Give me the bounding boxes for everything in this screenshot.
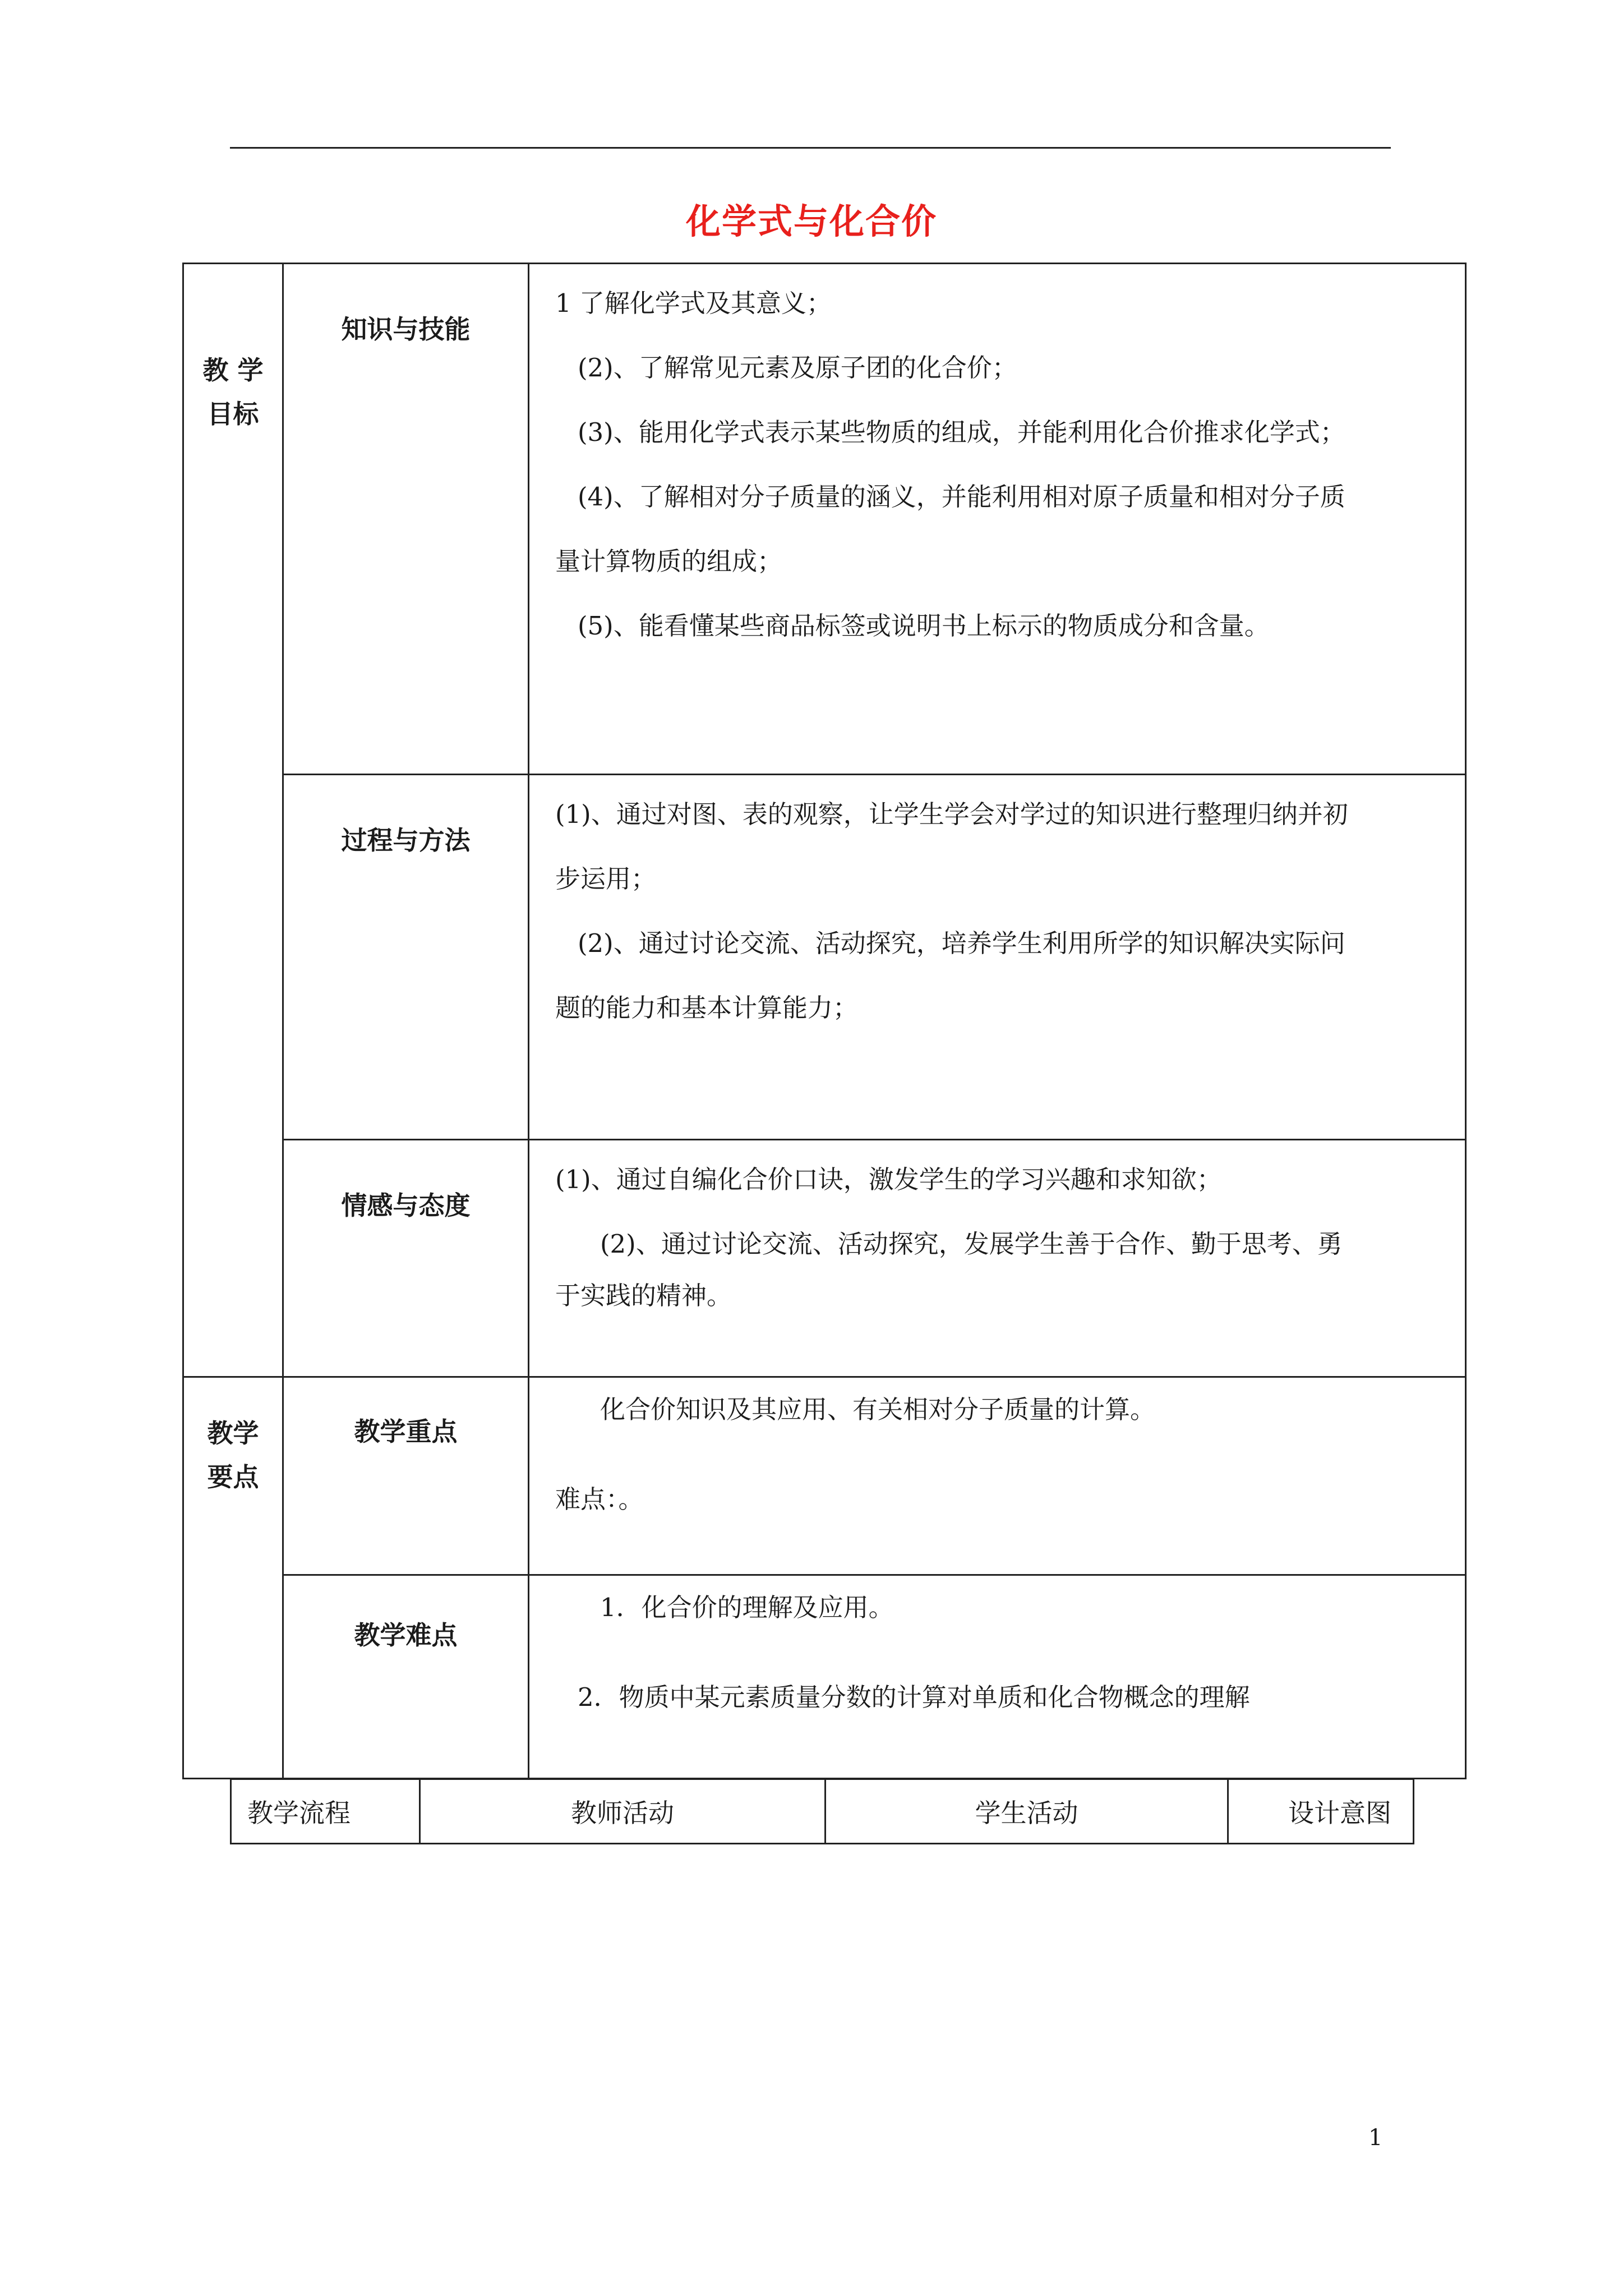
process-content bbox=[529, 775, 1466, 1140]
flow-header-cell: 教学流程 bbox=[231, 1779, 420, 1844]
list-item: 于实践的精神。 bbox=[555, 1281, 732, 1310]
table-row bbox=[183, 1140, 1466, 1377]
emotion-label: 情感与态度 bbox=[283, 1140, 529, 1377]
lesson-plan-table bbox=[182, 263, 1467, 1779]
list-item: (5)、能看懂某些商品标签或说明书上标示的物质成分和含量。 bbox=[578, 611, 1270, 641]
list-item: 1．化合价的理解及应用。 bbox=[600, 1593, 894, 1622]
list-item: 2．物质中某元素质量分数的计算对单质和化合物概念的理解 bbox=[578, 1682, 1250, 1712]
keypoints-label: 教学 要点 bbox=[183, 1377, 283, 1779]
list-item: (2)、通过讨论交流、活动探究，发展学生善于合作、勤于思考、勇 bbox=[600, 1229, 1343, 1259]
list-item: 步运用； bbox=[555, 864, 657, 894]
objectives-label: 教 学 目标 bbox=[183, 264, 283, 1377]
flow-table bbox=[230, 1778, 1414, 1844]
table-row bbox=[231, 1779, 1414, 1844]
difficulty-content bbox=[529, 1575, 1466, 1779]
flow-header-cell: 教师活动 bbox=[420, 1779, 826, 1844]
list-item: 题的能力和基本计算能力； bbox=[555, 993, 859, 1023]
list-item: 量计算物质的组成； bbox=[555, 546, 783, 576]
list-item: (1)、通过自编化合价口诀，激发学生的学习兴趣和求知欲； bbox=[555, 1165, 1222, 1194]
list-item: (2)、通过讨论交流、活动探究，培养学生利用所学的知识解决实际问 bbox=[578, 928, 1345, 958]
page-number: 1 bbox=[1368, 2125, 1383, 2151]
knowledge-label: 知识与技能 bbox=[283, 264, 529, 775]
page-title: 化学式与化合价 bbox=[685, 201, 937, 242]
knowledge-content bbox=[529, 264, 1466, 775]
list-item: (2)、了解常见元素及原子团的化合价； bbox=[578, 353, 1017, 383]
difficulty-label: 教学难点 bbox=[283, 1575, 529, 1779]
focus-content bbox=[529, 1377, 1466, 1575]
process-label: 过程与方法 bbox=[283, 775, 529, 1140]
table-row bbox=[183, 1575, 1466, 1779]
list-item: 化合价知识及其应用、有关相对分子质量的计算。 bbox=[600, 1395, 1156, 1424]
list-item: (3)、能用化学式表示某些物质的组成，并能利用化合价推求化学式； bbox=[578, 417, 1345, 447]
table-row bbox=[183, 264, 1466, 775]
list-item: 难点：。 bbox=[555, 1484, 644, 1514]
list-item: 1 了解化学式及其意义； bbox=[555, 288, 832, 318]
header-rule bbox=[230, 147, 1391, 149]
flow-header-cell: 设计意图 bbox=[1228, 1779, 1414, 1844]
table-row bbox=[183, 1377, 1466, 1575]
emotion-content bbox=[529, 1140, 1466, 1377]
flow-header-cell: 学生活动 bbox=[826, 1779, 1228, 1844]
list-item: (4)、了解相对分子质量的涵义，并能利用相对原子质量和相对分子质 bbox=[578, 482, 1345, 512]
table-row bbox=[183, 775, 1466, 1140]
focus-label: 教学重点 bbox=[283, 1377, 529, 1575]
list-item: (1)、通过对图、表的观察，让学生学会对学过的知识进行整理归纳并初 bbox=[555, 799, 1348, 829]
